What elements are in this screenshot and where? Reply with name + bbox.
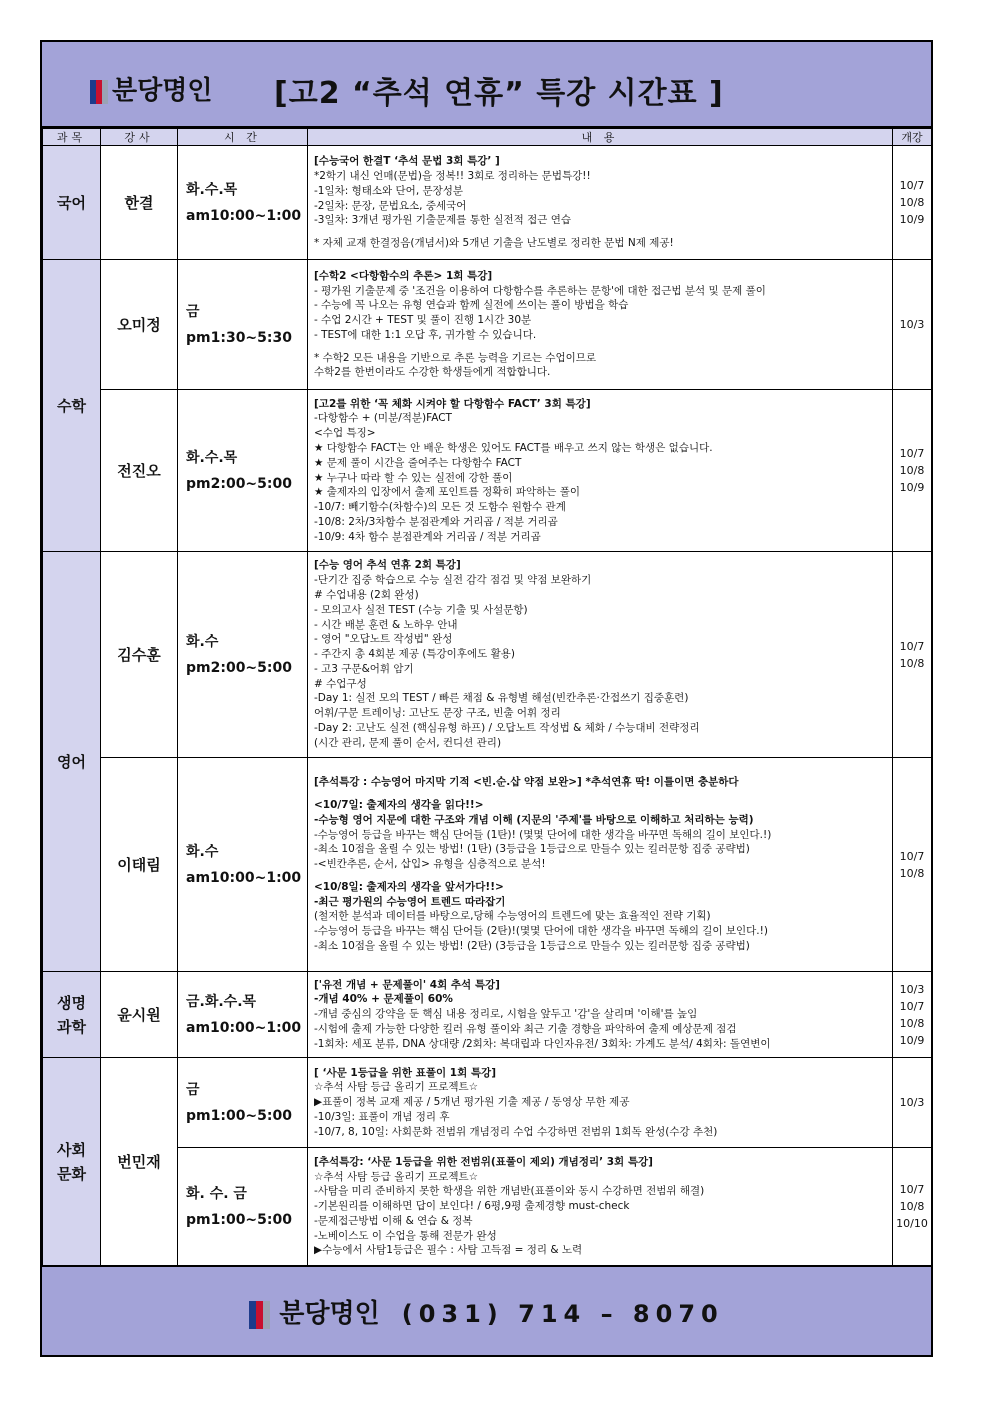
- content-line: -최소 10점을 올릴 수 있는 방법! (1탄) (3등급을 1등급으로 만들수 있는 킬러문항 집중 공략법): [314, 843, 750, 856]
- subject-cell: [43, 972, 101, 1058]
- content-cell: [308, 1148, 893, 1266]
- open-date: 10/3: [899, 1096, 925, 1109]
- open-date: 10/9: [899, 213, 925, 226]
- open-date-cell: [893, 552, 932, 758]
- content-line: - 고3 구문&어휘 암기: [314, 662, 414, 675]
- content-line: -수능형 영어 지문에 대한 구조와 개념 이해 (지문의 '주제'를 바탕으로 이해하고 처리하는 능력): [314, 813, 754, 826]
- open-date: 10/7: [899, 849, 925, 863]
- content-line: - 평가원 기출문제 중 '조건을 이용하여 다항함수를 추론하는 문항'에 대한 접근법 분석 및 문제 풀이: [314, 284, 766, 297]
- content-line: -개념 40% + 문제풀이 60%: [314, 993, 453, 1006]
- time-cell: [178, 260, 308, 390]
- footer-band: [42, 1265, 931, 1355]
- subject-cell: 국어: [43, 146, 101, 260]
- time-hours: am10:00~1:00: [186, 207, 302, 224]
- subject-line: 사회: [57, 1140, 86, 1159]
- content-line: -문제접근방법 이해 & 연습 & 정복: [314, 1214, 473, 1227]
- time-cell: [178, 1058, 308, 1148]
- content-cell: [308, 390, 893, 552]
- time-hours: am10:00~1:00: [186, 1019, 302, 1036]
- subject-line: 생명: [57, 993, 86, 1012]
- content-line: -Day 2: 고난도 실전 (핵심유형 하프) / 오답노트 작성법 & 체화 / 수능대비 전략정리: [314, 722, 700, 735]
- table-row: [43, 260, 932, 390]
- col-header-open: 개강: [893, 129, 932, 146]
- table-row: [43, 146, 932, 260]
- course-heading: [추석특강 : 수능영어 마지막 기적 <빈.순.삽 약점 보완>] *추석연휴 딱! 이틀이면 충분하다: [314, 776, 739, 789]
- teacher-cell: 오미정: [101, 260, 178, 390]
- col-header-time: 시 간: [178, 129, 308, 146]
- time-hours: pm2:00~5:00: [186, 659, 292, 676]
- content-line: -<빈칸추론, 순서, 삽입> 유형을 심층적으로 분석!: [314, 858, 546, 871]
- time-days: 화.수.목: [186, 449, 238, 466]
- content-line: -최소 10점을 올릴 수 있는 방법! (2탄) (3등급을 1등급으로 만들수 있는 킬러문항 집중 공략법): [314, 940, 750, 953]
- content-line: -1일차: 형태소와 단어, 문장성분: [314, 184, 464, 197]
- open-date-cell: [893, 146, 932, 260]
- time-days-hours: 금 pm1:30~5:30: [186, 303, 292, 346]
- open-date: 10/7: [899, 639, 925, 653]
- content-line: - 수능에 꼭 나오는 유형 연습과 함께 실전에 쓰이는 풀이 방법을 학습: [314, 299, 629, 312]
- page-title: [고2 “추석 연휴” 특강 시간표 ]: [274, 76, 724, 111]
- content-line: -수능영어 등급을 바꾸는 핵심 단어들 (2탄)!(몇몇 단어에 대한 생각을 바꾸면 독해의 길이 보인다.!): [314, 925, 768, 938]
- content-line: (철저한 분석과 데이터를 바탕으로,당해 수능영어의 트렌드에 맞는 효율적인 전략 기획): [314, 910, 711, 923]
- content-cell: [308, 1058, 893, 1148]
- content-cell: [308, 972, 893, 1058]
- content-line: *2학기 내신 언매(문법)을 정복!! 3회로 정리하는 문법특강!!: [314, 169, 591, 182]
- content-line: -10/8: 2차/3차함수 분점관계와 거리곱 / 적분 거리곱: [314, 515, 558, 528]
- content-line: <수업 특징>: [314, 427, 376, 440]
- time-days: 금.화.수.목: [186, 993, 257, 1010]
- content-line: - 수업 2시간 + TEST 및 풀이 진행 1시간 30분: [314, 314, 532, 327]
- time-hours: pm1:00~5:00: [186, 1211, 292, 1228]
- content-line: # 수업구성: [314, 677, 367, 690]
- logo-icon: [90, 80, 108, 104]
- time-cell: [178, 146, 308, 260]
- content-cell: [308, 552, 893, 758]
- content-line: -10/7: 빼기함수(차함수)의 모든 것 도함수 원함수 관계: [314, 501, 566, 514]
- table-row: [43, 972, 932, 1058]
- content-line: - 시간 배분 훈련 & 노하우 안내: [314, 618, 458, 631]
- teacher-cell: 전진오: [101, 390, 178, 552]
- open-date-cell: [893, 972, 932, 1058]
- open-date: 10/8: [899, 1016, 925, 1030]
- course-heading: [수학2 <다항함수의 추론> 1회 특강]: [314, 269, 493, 282]
- open-date-cell: [893, 260, 932, 390]
- content-line: ☆추석 사탐 등급 올리기 프로젝트☆: [314, 1081, 479, 1094]
- col-header-teacher: 강사: [101, 129, 178, 146]
- col-header-content: 내 용: [308, 129, 893, 146]
- col-header-subject: 과목: [43, 129, 101, 146]
- open-date: 10/8: [899, 656, 925, 670]
- open-date: 10/8: [899, 866, 925, 880]
- time-days-hours: 금 pm1:00~5:00: [186, 1081, 292, 1124]
- open-date: 10/3: [899, 982, 925, 996]
- teacher-cell: 이태림: [101, 758, 178, 972]
- time-cell: [178, 552, 308, 758]
- teacher-cell: 김수훈: [101, 552, 178, 758]
- content-cell: [308, 758, 893, 972]
- content-line: * 자체 교재 한결정음(개념서)와 5개년 기출을 난도별로 정리한 문법 N제 제공!: [314, 237, 674, 250]
- open-date: 10/3: [899, 318, 925, 331]
- course-heading: [고2를 위한 ‘꼭 체화 시켜야 할 다항함수 FACT’ 3회 특강]: [314, 397, 591, 410]
- time-days: 화.수.목: [186, 181, 238, 198]
- open-date: 10/7: [899, 1183, 925, 1196]
- teacher-cell: 번민재: [101, 1058, 178, 1266]
- open-date: 10/8: [899, 1200, 925, 1213]
- content-cell: [308, 260, 893, 390]
- content-line: - 영어 "오답노트 작성법" 완성: [314, 633, 453, 646]
- content-cell: [308, 146, 893, 260]
- content-line: ★ 다항함수 FACT는 안 배운 학생은 있어도 FACT를 배우고 쓰지 않는 학생은 없습니다.: [314, 441, 713, 454]
- open-date: 10/7: [899, 447, 925, 460]
- phone-number: (031) 714 – 8070: [401, 1300, 724, 1328]
- subject-line: 문화: [57, 1164, 86, 1183]
- time-cell: [178, 972, 308, 1058]
- content-line: -Day 1: 실전 모의 TEST / 빠른 채점 & 유형별 해설(빈칸추론·간접쓰기 집중훈련): [314, 692, 689, 705]
- content-line: -수능영어 등급을 바꾸는 핵심 단어들 (1탄)! (몇몇 단어에 대한 생각을 바꾸면 독해의 길이 보인다.!): [314, 828, 772, 841]
- open-date-cell: [893, 1148, 932, 1266]
- content-line: # 수업내용 (2회 완성): [314, 588, 419, 601]
- content-line: ☆추석 사탐 등급 올리기 프로젝트☆: [314, 1170, 479, 1183]
- subject-cell: [43, 1058, 101, 1266]
- open-date-cell: [893, 758, 932, 972]
- content-line: -기본원리를 이해하면 답이 보인다! / 6평,9평 출제경향 must-check: [314, 1200, 630, 1213]
- course-heading: [수능국어 한결T ‘추석 문법 3회 특강’ ]: [314, 155, 500, 168]
- subject-cell: 영어: [43, 552, 101, 972]
- subject-line: 과학: [57, 1017, 86, 1036]
- content-line: -1회차: 세포 분류, DNA 상대량 /2회차: 복대립과 다인자유전/ 3회차: 가계도 분석/ 4회차: 돌연변이: [314, 1037, 771, 1050]
- content-line: - 주간지 총 4회분 제공 (특강이후에도 활용): [314, 648, 515, 661]
- brand-header: [90, 70, 212, 107]
- content-line: -다항함수 + (미분/적분)FACT: [314, 412, 452, 425]
- teacher-cell: 한결: [101, 146, 178, 260]
- time-cell: [178, 758, 308, 972]
- course-heading: ['유전 개념 + 문제풀이' 4회 추석 특강]: [314, 978, 500, 991]
- content-line: -최근 평가원의 수능영어 트렌드 따라잡기: [314, 895, 506, 908]
- content-line: - 모의고사 실전 TEST (수능 기출 및 사설문항): [314, 603, 528, 616]
- schedule-table: [42, 128, 932, 1266]
- content-line: ★ 누구나 따라 할 수 있는 실전에 강한 풀이: [314, 471, 513, 484]
- content-line: -사탐을 미리 준비하지 못한 학생을 위한 개념반(표풀이와 동시 수강하면 전범위 해결): [314, 1185, 705, 1198]
- timetable-frame: [40, 40, 933, 1357]
- open-date: 10/9: [899, 1033, 925, 1047]
- content-line: -10/7, 8, 10일: 사회문화 전범위 개념정리 수업 수강하면 전범위 1회독 완성(수강 추천): [314, 1125, 718, 1138]
- content-line: <10/8일: 출제자의 생각을 앞서가다!!>: [314, 880, 504, 893]
- footer-brand: 분당명인: [279, 1299, 380, 1329]
- teacher-cell: 윤시원: [101, 972, 178, 1058]
- content-line: 수학2를 한번이라도 수강한 학생들에게 적합합니다.: [314, 366, 551, 379]
- table-row: [43, 390, 932, 552]
- footer: [42, 1293, 931, 1330]
- course-heading: [ ‘사문 1등급을 위한 표풀이 1회 특강]: [314, 1066, 496, 1079]
- content-line: ▶수능에서 사탐1등급은 필수 : 사탐 고득점 = 정리 & 노력: [314, 1244, 583, 1257]
- table-row: [43, 1058, 932, 1148]
- table-row: [43, 552, 932, 758]
- time-hours: pm2:00~5:00: [186, 475, 292, 492]
- logo-icon: [249, 1301, 271, 1329]
- open-date: 10/8: [899, 196, 925, 209]
- content-line: * 수학2 모든 내용을 기반으로 추론 능력을 기르는 수업이므로: [314, 351, 597, 364]
- content-line: (시간 관리, 문제 풀이 순서, 컨디션 관리): [314, 736, 502, 749]
- content-line: <10/7일: 출제자의 생각을 읽다!!>: [314, 798, 484, 811]
- brand-name: 분당명인: [112, 76, 213, 106]
- open-date: 10/9: [899, 481, 925, 494]
- open-date-cell: [893, 1058, 932, 1148]
- open-date-cell: [893, 390, 932, 552]
- content-line: 어휘/구문 트레이닝: 고난도 문장 구조, 빈출 어휘 정리: [314, 707, 561, 720]
- content-line: -10/9: 4차 함수 분점관계와 거리곱 / 적분 거리곱: [314, 530, 541, 543]
- time-days: 화.수: [186, 843, 219, 860]
- table-row: [43, 758, 932, 972]
- open-date: 10/7: [899, 179, 925, 192]
- open-date: 10/10: [896, 1217, 928, 1230]
- time-cell: [178, 390, 308, 552]
- content-line: ▶표풀이 정복 교재 제공 / 5개년 평가원 기출 제공 / 동영상 무한 제공: [314, 1096, 630, 1109]
- time-hours: am10:00~1:00: [186, 869, 302, 886]
- open-date: 10/8: [899, 464, 925, 477]
- content-line: ★ 문제 풀이 시간을 줄여주는 다항함수 FACT: [314, 456, 522, 469]
- time-days: 화.수: [186, 633, 219, 650]
- content-line: -개념 중심의 강약을 둔 핵심 내용 정리로, 시험을 앞두고 '감'을 살리며 '이해'를 높임: [314, 1008, 698, 1021]
- content-line: - TEST에 대한 1:1 오답 후, 귀가할 수 있습니다.: [314, 328, 537, 341]
- table-header-row: [43, 129, 932, 146]
- content-line: -2일차: 문장, 문법요소, 중세국어: [314, 199, 467, 212]
- content-line: -3일차: 3개년 평가원 기출문제를 통한 실전적 접근 연습: [314, 214, 572, 227]
- subject-cell: 수학: [43, 260, 101, 552]
- content-line: -시험에 출제 가능한 다양한 킬러 유형 풀이와 최근 기출 경향을 파악하여 출제 예상문제 점검: [314, 1022, 737, 1035]
- content-line: -노베이스도 이 수업을 통해 전문가 완성: [314, 1229, 497, 1242]
- content-line: -단기간 집중 학습으로 수능 실전 감각 점검 및 약점 보완하기: [314, 574, 592, 587]
- header-band: [42, 42, 931, 128]
- course-heading: [수능 영어 추석 연휴 2회 특강]: [314, 559, 461, 572]
- open-date: 10/7: [899, 999, 925, 1013]
- time-cell: [178, 1148, 308, 1266]
- course-heading: [추석특강: ‘사문 1등급을 위한 전범위(표풀이 제외) 개념정리’ 3회 특강]: [314, 1155, 653, 1168]
- content-line: ★ 출제자의 입장에서 출제 포인트를 정확히 파악하는 풀이: [314, 486, 581, 499]
- time-days: 화. 수. 금: [186, 1185, 247, 1202]
- content-line: -10/3일: 표풀이 개념 정리 후: [314, 1110, 450, 1123]
